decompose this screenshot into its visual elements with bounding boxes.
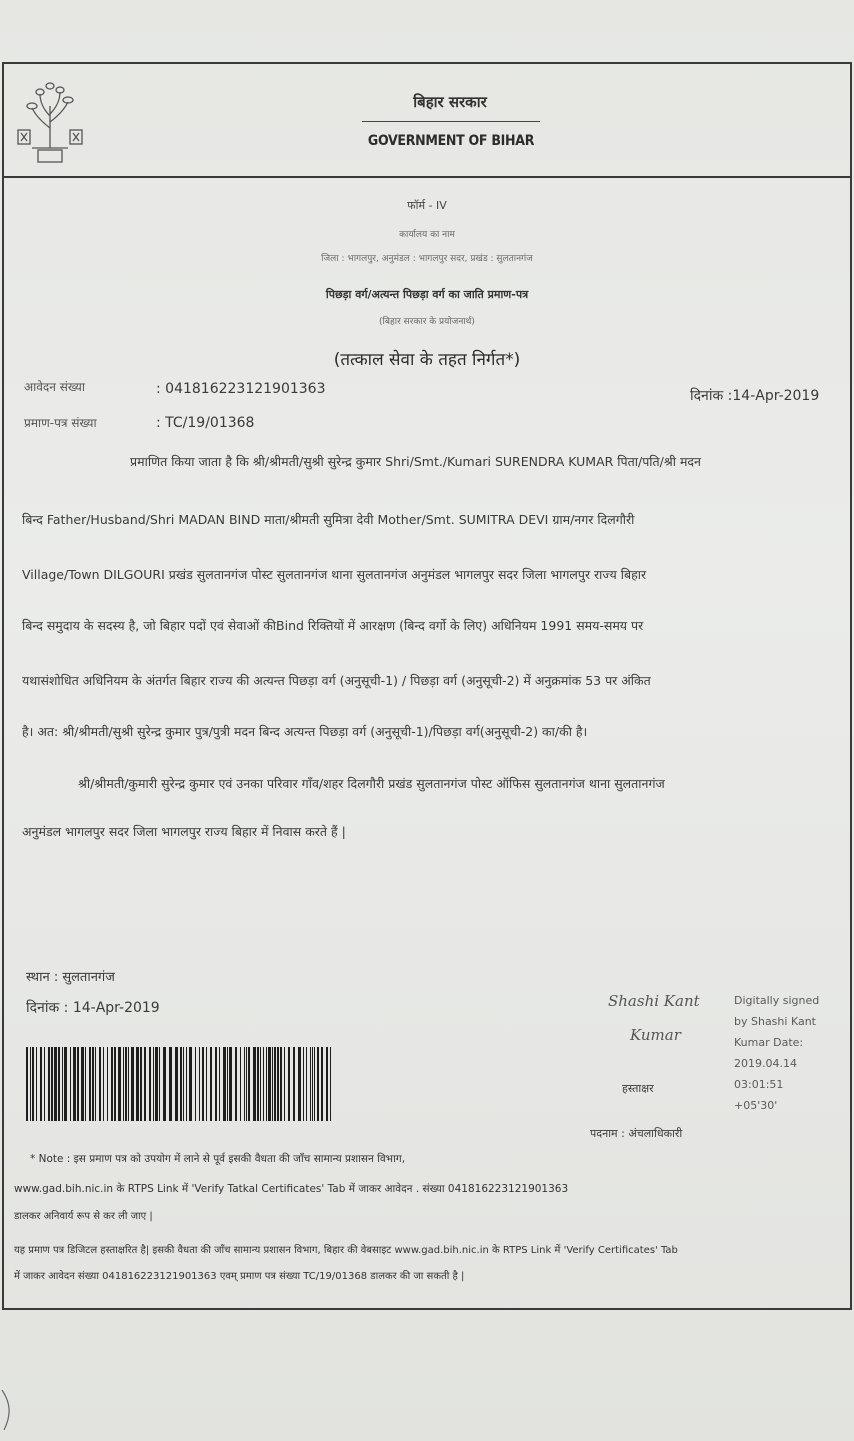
note-line-3: डालकर अनिवार्य रूप से कर ली जाए | (14, 1211, 153, 1222)
header-underline (362, 121, 540, 122)
barcode-bar (32, 1047, 34, 1121)
barcode-bar (253, 1047, 256, 1121)
barcode-bar (136, 1047, 139, 1121)
barcode-bar (206, 1047, 207, 1121)
barcode-bar (140, 1047, 142, 1121)
barcode-bar (227, 1047, 228, 1121)
barcode-bar (210, 1047, 212, 1121)
body-line-5: यथासंशोधित अधिनियम के अंतर्गत बिहार राज्य की अत्यन्त पिछड़ा वर्ग (अनुसूची-1) / पिछड़ा वर्ग (अनुसूची-2) में अनुक्रमांक 53 पर अंकित (22, 673, 651, 688)
barcode-bar (85, 1047, 86, 1121)
digital-sig-line-4: 2019.04.14 (734, 1057, 797, 1070)
barcode-bar (219, 1047, 220, 1121)
barcode-bar (155, 1047, 158, 1121)
barcode-bar (81, 1047, 84, 1121)
barcode-bar (272, 1047, 273, 1121)
barcode-bar (186, 1047, 187, 1121)
paper-curl (0, 1390, 16, 1430)
digital-sig-line-5: 03:01:51 (734, 1078, 784, 1091)
barcode-bar (51, 1047, 53, 1121)
digital-signature-block (734, 990, 819, 1116)
barcode-bar (310, 1047, 311, 1121)
certificate-title: पिछड़ा वर्ग/अत्यन्त पिछड़ा वर्ग का जाति प्रमाण-पत्र (325, 288, 529, 301)
note-line-2: www.gad.bih.nic.in के RTPS Link में 'Verify Tatkal Certificates' Tab में जाकर आवेदन . संख्या 041816223121901363 (14, 1183, 569, 1195)
barcode-bar (48, 1047, 50, 1121)
barcode-bar (284, 1047, 285, 1121)
barcode-bar (169, 1047, 172, 1121)
barcode-bar (114, 1047, 116, 1121)
barcode-bar (123, 1047, 124, 1121)
barcode-bar (215, 1047, 217, 1121)
barcode-bar (274, 1047, 276, 1121)
digital-sig-line-1: Digitally signed (734, 994, 820, 1007)
barcode-bar (314, 1047, 315, 1121)
digital-sig-line-6: +05'30' (734, 1099, 778, 1112)
signature-line-1: Shashi Kant (608, 992, 700, 1010)
barcode-bar (244, 1047, 245, 1121)
barcode-bar (317, 1047, 319, 1121)
barcode-bar (64, 1047, 67, 1121)
certificate-number: : TC/19/01368 (156, 415, 255, 431)
barcode-bar (246, 1047, 247, 1121)
barcode-bar (77, 1047, 79, 1121)
barcode-bar (73, 1047, 76, 1121)
barcode-bar (103, 1047, 104, 1121)
digital-sig-line-3: Kumar Date: (734, 1036, 804, 1049)
barcode-bar (180, 1047, 182, 1121)
barcode-bar (131, 1047, 134, 1121)
barcode-bar (128, 1047, 129, 1121)
barcode-bar (257, 1047, 259, 1121)
barcode-bar (312, 1047, 313, 1121)
body-line-2: बिन्द Father/Husband/Shri MADAN BIND माता/श्रीमती सुमित्रा देवी Mother/Smt. SUMITRA DEVI ग्राम/नगर दिलगौरी (22, 512, 635, 527)
barcode-bar (149, 1047, 151, 1121)
barcode-bar (330, 1047, 331, 1121)
barcode-bar (125, 1047, 127, 1121)
designation-line: पदनाम : अंचलाधिकारी (590, 1127, 683, 1140)
body-line-4: बिन्द समुदाय के सदस्य है, जो बिहार पदों एवं सेवाओं कीBind रिक्तियों में आरक्षण (बिन्द वर्गो के लिए) अधिनियम 1991 समय-समय पर (22, 618, 644, 633)
barcode-bar (288, 1047, 290, 1121)
barcode-bar (263, 1047, 264, 1121)
barcode-bar (202, 1047, 204, 1121)
form-number: फॉर्म - IV (407, 199, 447, 212)
signature-line-2: Kumar (630, 1026, 681, 1044)
office-label: कार्यालय का नाम (399, 230, 455, 240)
barcode-bar (326, 1047, 328, 1121)
note-line-5: में जाकर आवेदन संख्या 041816223121901363 एवम् प्रमाण पत्र संख्या TC/19/01368 डालकर की जा सकती है | (14, 1271, 465, 1282)
barcode-bar (163, 1047, 166, 1121)
application-number: : 041816223121901363 (156, 381, 326, 397)
header-title-hindi: बिहार सरकार (413, 93, 487, 111)
barcode-bar (268, 1047, 271, 1121)
district-line: जिला : भागलपुर, अनुमंडल : भागलपुर सदर, प्रखंड : सुलतानगंज (321, 254, 533, 264)
footer-date: दिनांक : 14-Apr-2019 (26, 1000, 160, 1016)
barcode-bar (175, 1047, 178, 1121)
signature-label: हस्ताक्षर (622, 1082, 654, 1095)
issue-date-top: दिनांक :14-Apr-2019 (690, 388, 820, 404)
barcode-bar (92, 1047, 94, 1121)
body-line-1: प्रमाणित किया जाता है कि श्री/श्रीमती/सुश्री सुरेन्द्र कुमार Shri/Smt./Kumari SURENDRA KUMAR पिता/पति/श्री मदन (130, 454, 701, 469)
barcode-bar (153, 1047, 154, 1121)
barcode-bar (70, 1047, 71, 1121)
barcode-bar (26, 1047, 28, 1121)
body-line-7: श्री/श्रीमती/कुमारी सुरेन्द्र कुमार एवं उनका परिवार गाँव/शहर दिलगौरी प्रखंड सुलतानगंज पोस्ट ऑफिस सुलतानगंज थाना सुलतानगंज (78, 776, 665, 791)
barcode-bar (111, 1047, 113, 1121)
bihar-emblem-icon (14, 78, 86, 168)
header-title-english: GOVERNMENT OF BIHAR (367, 133, 535, 149)
body-line-6: है। अत: श्री/श्रीमती/सुश्री सुरेन्द्र कुमार पुत्र/पुत्री मदन बिन्द अत्यन्त पिछड़ा वर्ग (अनुसूची-1)/पिछड़ा वर्ग(अनुसूची-2) का/की है। (22, 724, 588, 739)
barcode-bar (240, 1047, 241, 1121)
tatkal-line: (तत्काल सेवा के तहत निर्गत*) (333, 350, 521, 370)
barcode-bar (321, 1047, 323, 1121)
barcode-bar (62, 1047, 63, 1121)
barcode-bar (223, 1047, 226, 1121)
place-line: स्थान : सुलतानगंज (26, 970, 115, 985)
barcode-bar (293, 1047, 295, 1121)
barcode (26, 1047, 336, 1121)
note-line-1: * Note : इस प्रमाण पत्र को उपयोग में लाने से पूर्व इसकी वैधता की जाँच सामान्य प्रशासन विभाग, (30, 1153, 406, 1165)
barcode-bar (280, 1047, 282, 1121)
barcode-bar (266, 1047, 267, 1121)
barcode-bar (235, 1047, 237, 1121)
barcode-bar (54, 1047, 57, 1121)
barcode-bar (199, 1047, 200, 1121)
barcode-bar (303, 1047, 304, 1121)
barcode-bar (95, 1047, 96, 1121)
barcode-bar (248, 1047, 250, 1121)
barcode-bar (183, 1047, 184, 1121)
barcode-bar (107, 1047, 108, 1121)
barcode-bar (229, 1047, 232, 1121)
barcode-bar (260, 1047, 261, 1121)
barcode-bar (36, 1047, 37, 1121)
purpose-line: (बिहार सरकार के प्रयोजनार्थ) (379, 317, 475, 327)
barcode-bar (195, 1047, 196, 1121)
barcode-bar (144, 1047, 146, 1121)
certificate-number-label: प्रमाण-पत्र संख्या (24, 416, 97, 430)
barcode-bar (44, 1047, 45, 1121)
barcode-bar (99, 1047, 101, 1121)
header-divider (2, 176, 852, 178)
application-label: आवेदन संख्या (24, 380, 85, 394)
barcode-bar (58, 1047, 60, 1121)
barcode-bar (40, 1047, 42, 1121)
body-line-3: Village/Town DILGOURI प्रखंड सुलतानगंज पोस्ट सुलतानगंज थाना सुलतानगंज अनुमंडल भागलपुर सदर जिला भागलपुर राज्य बिहार (22, 567, 647, 582)
barcode-bar (118, 1047, 121, 1121)
barcode-bar (306, 1047, 307, 1121)
barcode-bar (89, 1047, 91, 1121)
barcode-bar (189, 1047, 192, 1121)
barcode-bar (298, 1047, 301, 1121)
barcode-bar (277, 1047, 279, 1121)
barcode-bar (30, 1047, 31, 1121)
body-line-8: अनुमंडल भागलपुर सदर जिला भागलपुर राज्य बिहार में निवास करते हैं | (22, 824, 346, 839)
barcode-bar (159, 1047, 160, 1121)
digital-sig-line-2: by Shashi Kant (734, 1015, 816, 1028)
note-line-4: यह प्रमाण पत्र डिजिटल हस्ताक्षरित है| इसकी वैधता की जाँच सामान्य प्रशासन विभाग, बिहार की वेबसाइट www.gad.bih.nic.in के RTPS Link में 'Verify Certificates' Tab (14, 1245, 678, 1256)
